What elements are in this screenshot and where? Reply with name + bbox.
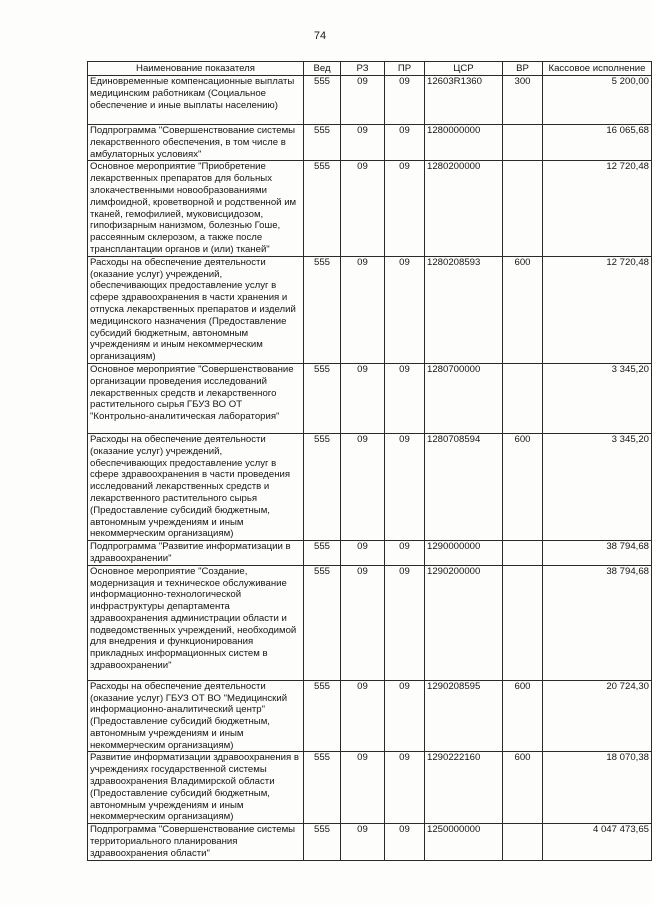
row-name: Подпрограмма "Совершенствование системы территориального планирования здравоохранения области" bbox=[88, 824, 304, 860]
row-pr: 09 bbox=[385, 76, 425, 125]
row-csr: 1280208593 bbox=[425, 256, 503, 363]
row-rz: 09 bbox=[341, 433, 385, 540]
row-csr: 1290200000 bbox=[425, 565, 503, 680]
row-ved: 555 bbox=[304, 256, 341, 363]
row-rz: 09 bbox=[341, 752, 385, 824]
row-name: Основное мероприятие "Совершенствование организации проведения исследований лекарственных средств и лекарственного растительного сырья ГБУЗ ВО ОТ "Контрольно-аналитическая лаборатория" bbox=[88, 363, 304, 433]
row-rz: 09 bbox=[341, 76, 385, 125]
table-row bbox=[88, 161, 652, 256]
row-rz: 09 bbox=[341, 541, 385, 566]
header-vr: ВР bbox=[503, 62, 543, 76]
row-pr: 09 bbox=[385, 680, 425, 752]
row-name: Расходы на обеспечение деятельности (оказание услуг) ГБУЗ ОТ ВО "Медицинский информационно-аналитический центр" (Предоставление субсидий бюджетным, автономным учреждениям и иным некоммерческим организациям) bbox=[88, 680, 304, 752]
row-amount: 5 200,00 bbox=[543, 76, 652, 125]
row-vr bbox=[503, 541, 543, 566]
header-amount: Кассовое исполнение bbox=[543, 62, 652, 76]
row-amount: 3 345,20 bbox=[543, 363, 652, 433]
header-csr: ЦСР bbox=[425, 62, 503, 76]
row-vr: 600 bbox=[503, 752, 543, 824]
row-amount: 38 794,68 bbox=[543, 541, 652, 566]
row-csr: 1290208595 bbox=[425, 680, 503, 752]
row-pr: 09 bbox=[385, 824, 425, 860]
row-amount: 18 070,38 bbox=[543, 752, 652, 824]
table-row bbox=[88, 680, 652, 752]
row-amount: 16 065,68 bbox=[543, 125, 652, 161]
row-csr: 1250000000 bbox=[425, 824, 503, 860]
row-vr bbox=[503, 363, 543, 433]
table-row bbox=[88, 433, 652, 540]
table-body bbox=[88, 76, 652, 861]
row-csr: 1280708594 bbox=[425, 433, 503, 540]
row-amount: 12 720,48 bbox=[543, 161, 652, 256]
row-rz: 09 bbox=[341, 161, 385, 256]
row-csr: 1290000000 bbox=[425, 541, 503, 566]
row-ved: 555 bbox=[304, 76, 341, 125]
row-ved: 555 bbox=[304, 824, 341, 860]
row-rz: 09 bbox=[341, 125, 385, 161]
row-vr bbox=[503, 125, 543, 161]
row-vr bbox=[503, 161, 543, 256]
table-row bbox=[88, 76, 652, 125]
row-csr: 12603R1360 bbox=[425, 76, 503, 125]
header-name: Наименование показателя bbox=[88, 62, 304, 76]
row-ved: 555 bbox=[304, 363, 341, 433]
row-amount: 4 047 473,65 bbox=[543, 824, 652, 860]
row-amount: 3 345,20 bbox=[543, 433, 652, 540]
row-name: Основное мероприятие "Приобретение лекарственных препаратов для больных злокачественными новообразованиями лимфоидной, кроветворной и родственной им тканей, гемофилией, муковисцидозом, гипофизарным нанизмом, болезнью Гоше, рассеянным склерозом, а также после трансплантации органов и (или) тканей" bbox=[88, 161, 304, 256]
row-pr: 09 bbox=[385, 256, 425, 363]
row-ved: 555 bbox=[304, 161, 341, 256]
row-csr: 1280000000 bbox=[425, 125, 503, 161]
row-rz: 09 bbox=[341, 363, 385, 433]
budget-table bbox=[87, 61, 652, 861]
row-ved: 555 bbox=[304, 565, 341, 680]
row-vr: 300 bbox=[503, 76, 543, 125]
row-pr: 09 bbox=[385, 565, 425, 680]
row-rz: 09 bbox=[341, 824, 385, 860]
row-name: Расходы на обеспечение деятельности (оказание услуг) учреждений, обеспечивающих предоставление услуг в сфере здравоохранения в части хранения и отпуска лекарственных препаратов и изделий медицинского назначения (Предоставление субсидий бюджетным, автономным учреждениям и иным некоммерческим организациям) bbox=[88, 256, 304, 363]
row-pr: 09 bbox=[385, 752, 425, 824]
row-ved: 555 bbox=[304, 125, 341, 161]
row-rz: 09 bbox=[341, 256, 385, 363]
row-vr bbox=[503, 565, 543, 680]
table-row bbox=[88, 256, 652, 363]
page-number: 74 bbox=[313, 30, 327, 42]
row-name: Единовременные компенсационные выплаты медицинским работникам (Социальное обеспечение и иные выплаты населению) bbox=[88, 76, 304, 125]
row-name: Развитие информатизации здравоохранения в учреждениях государственной системы здравоохранения Владимирской области (Предоставление субсидий бюджетным, автономным учреждениям и иным некоммерческим организациям) bbox=[88, 752, 304, 824]
row-ved: 555 bbox=[304, 433, 341, 540]
header-pr: ПР bbox=[385, 62, 425, 76]
row-pr: 09 bbox=[385, 363, 425, 433]
row-ved: 555 bbox=[304, 541, 341, 566]
row-amount: 38 794,68 bbox=[543, 565, 652, 680]
row-rz: 09 bbox=[341, 680, 385, 752]
row-ved: 555 bbox=[304, 752, 341, 824]
row-csr: 1290222160 bbox=[425, 752, 503, 824]
header-ved: Вед bbox=[304, 62, 341, 76]
row-vr: 600 bbox=[503, 433, 543, 540]
row-pr: 09 bbox=[385, 161, 425, 256]
row-name: Подпрограмма "Развитие информатизации в здравоохранении" bbox=[88, 541, 304, 566]
row-pr: 09 bbox=[385, 433, 425, 540]
row-name: Подпрограмма "Совершенствование системы лекарственного обеспечения, в том числе в амбулаторных условиях" bbox=[88, 125, 304, 161]
row-csr: 1280200000 bbox=[425, 161, 503, 256]
table-row bbox=[88, 565, 652, 680]
row-csr: 1280700000 bbox=[425, 363, 503, 433]
row-ved: 555 bbox=[304, 680, 341, 752]
row-vr bbox=[503, 824, 543, 860]
row-vr: 600 bbox=[503, 680, 543, 752]
row-amount: 20 724,30 bbox=[543, 680, 652, 752]
row-pr: 09 bbox=[385, 541, 425, 566]
row-vr: 600 bbox=[503, 256, 543, 363]
table-row bbox=[88, 125, 652, 161]
header-row bbox=[88, 62, 652, 76]
row-pr: 09 bbox=[385, 125, 425, 161]
header-rz: РЗ bbox=[341, 62, 385, 76]
table-row bbox=[88, 752, 652, 824]
row-rz: 09 bbox=[341, 565, 385, 680]
table-row bbox=[88, 541, 652, 566]
row-name: Основное мероприятие "Создание, модернизация и техническое обслуживание информационно-технологической инфраструктуры департамента здравоохранения администрации области и подведомственных учреждений, необходимой для внедрения и функционирования прикладных информационных систем в здравоохранении" bbox=[88, 565, 304, 680]
table-header bbox=[88, 62, 652, 76]
table-row bbox=[88, 363, 652, 433]
row-name: Расходы на обеспечение деятельности (оказание услуг) учреждений, обеспечивающих предоставление услуг в сфере здравоохранения в части проведения исследований лекарственных средств и лекарственного растительного сырья (Предоставление субсидий бюджетным, автономным учреждениям и иным некоммерческим организациям) bbox=[88, 433, 304, 540]
row-amount: 12 720,48 bbox=[543, 256, 652, 363]
table-row bbox=[88, 824, 652, 860]
